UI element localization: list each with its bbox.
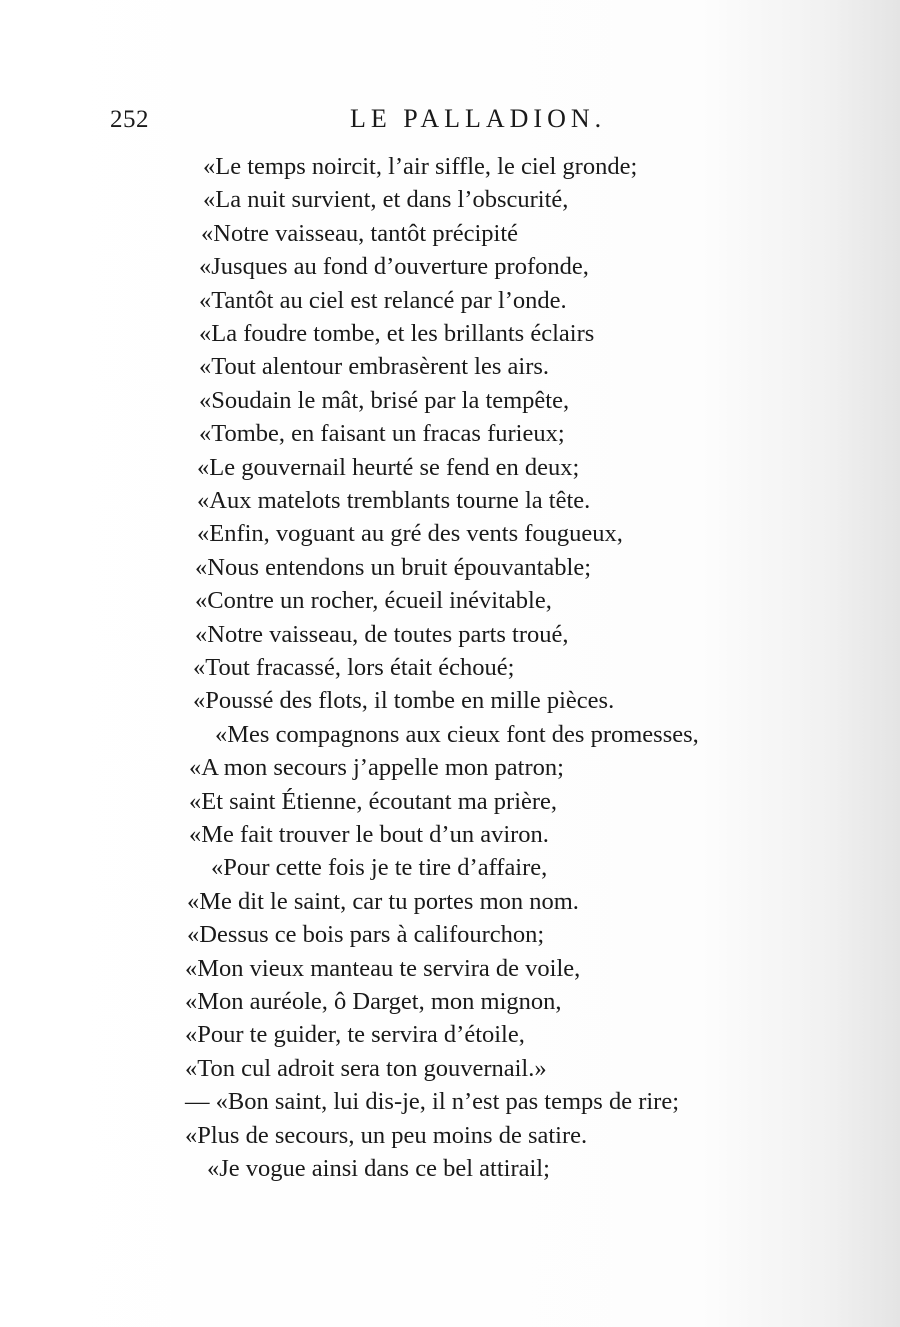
verse-line: «Me fait trouver le bout d’un aviron. <box>189 821 549 848</box>
verse-line: «La nuit survient, et dans l’obscurité, <box>203 186 569 214</box>
running-title: LE PALLADION. <box>350 104 607 133</box>
verse-line: «Poussé des flots, il tombe en mille pièces. <box>193 687 615 715</box>
verse-line: «Dessus ce bois pars à califourchon; <box>187 921 545 949</box>
verse-line: «Plus de secours, un peu moins de satire. <box>185 1121 588 1149</box>
verse-line: «Me dit le saint, car tu portes mon nom. <box>187 887 579 915</box>
verse-line: «Tombe, en faisant un fracas furieux; <box>199 420 565 448</box>
verse-line: «Mes compagnons aux cieux font des promesses, <box>215 720 699 748</box>
verse-line: — «Bon saint, lui dis-je, il n’est pas temps de rire; <box>185 1088 680 1116</box>
verse-line: «Ton cul adroit sera ton gouvernail.» <box>185 1054 547 1082</box>
verse-line: «Tout fracassé, lors était échoué; <box>193 654 515 681</box>
verse-line: «Mon auréole, ô Darget, mon mignon, <box>185 988 562 1015</box>
verse-line: «Pour te guider, te servira d’étoile, <box>185 1021 525 1049</box>
verse-line: «Et saint Étienne, écoutant ma prière, <box>189 787 558 815</box>
verse-line: «Soudain le mât, brisé par la tempête, <box>199 386 570 414</box>
verse-line: «Jusques au fond d’ouverture profonde, <box>199 253 589 281</box>
verse-line: «La foudre tombe, et les brillants éclairs <box>199 320 595 347</box>
verse-line: «Aux matelots tremblants tourne la tête. <box>197 487 591 514</box>
verse-line: «Le gouvernail heurté se fend en deux; <box>197 453 580 481</box>
verse-line: «Mon vieux manteau te servira de voile, <box>185 954 581 982</box>
page-number: 252 <box>110 106 149 133</box>
verse-line: «A mon secours j’appelle mon patron; <box>189 754 564 782</box>
verse-line: «Enfin, voguant au gré des vents fougueux, <box>197 520 623 548</box>
verse-line: «Notre vaisseau, tantôt précipité <box>201 219 519 247</box>
verse-line: «Contre un rocher, écueil inévitable, <box>195 587 552 615</box>
verse-line: «Pour cette fois je te tire d’affaire, <box>211 854 548 882</box>
verse-line: «Tantôt au ciel est relancé par l’onde. <box>199 286 567 314</box>
verse-line: «Le temps noircit, l’air siffle, le ciel gronde; <box>203 153 638 180</box>
verse-line: «Nous entendons un bruit épouvantable; <box>195 553 592 581</box>
verse-line: «Je vogue ainsi dans ce bel attirail; <box>207 1155 550 1182</box>
verse-line: «Tout alentour embrasèrent les airs. <box>199 353 550 381</box>
verse-line: «Notre vaisseau, de toutes parts troué, <box>195 620 569 648</box>
